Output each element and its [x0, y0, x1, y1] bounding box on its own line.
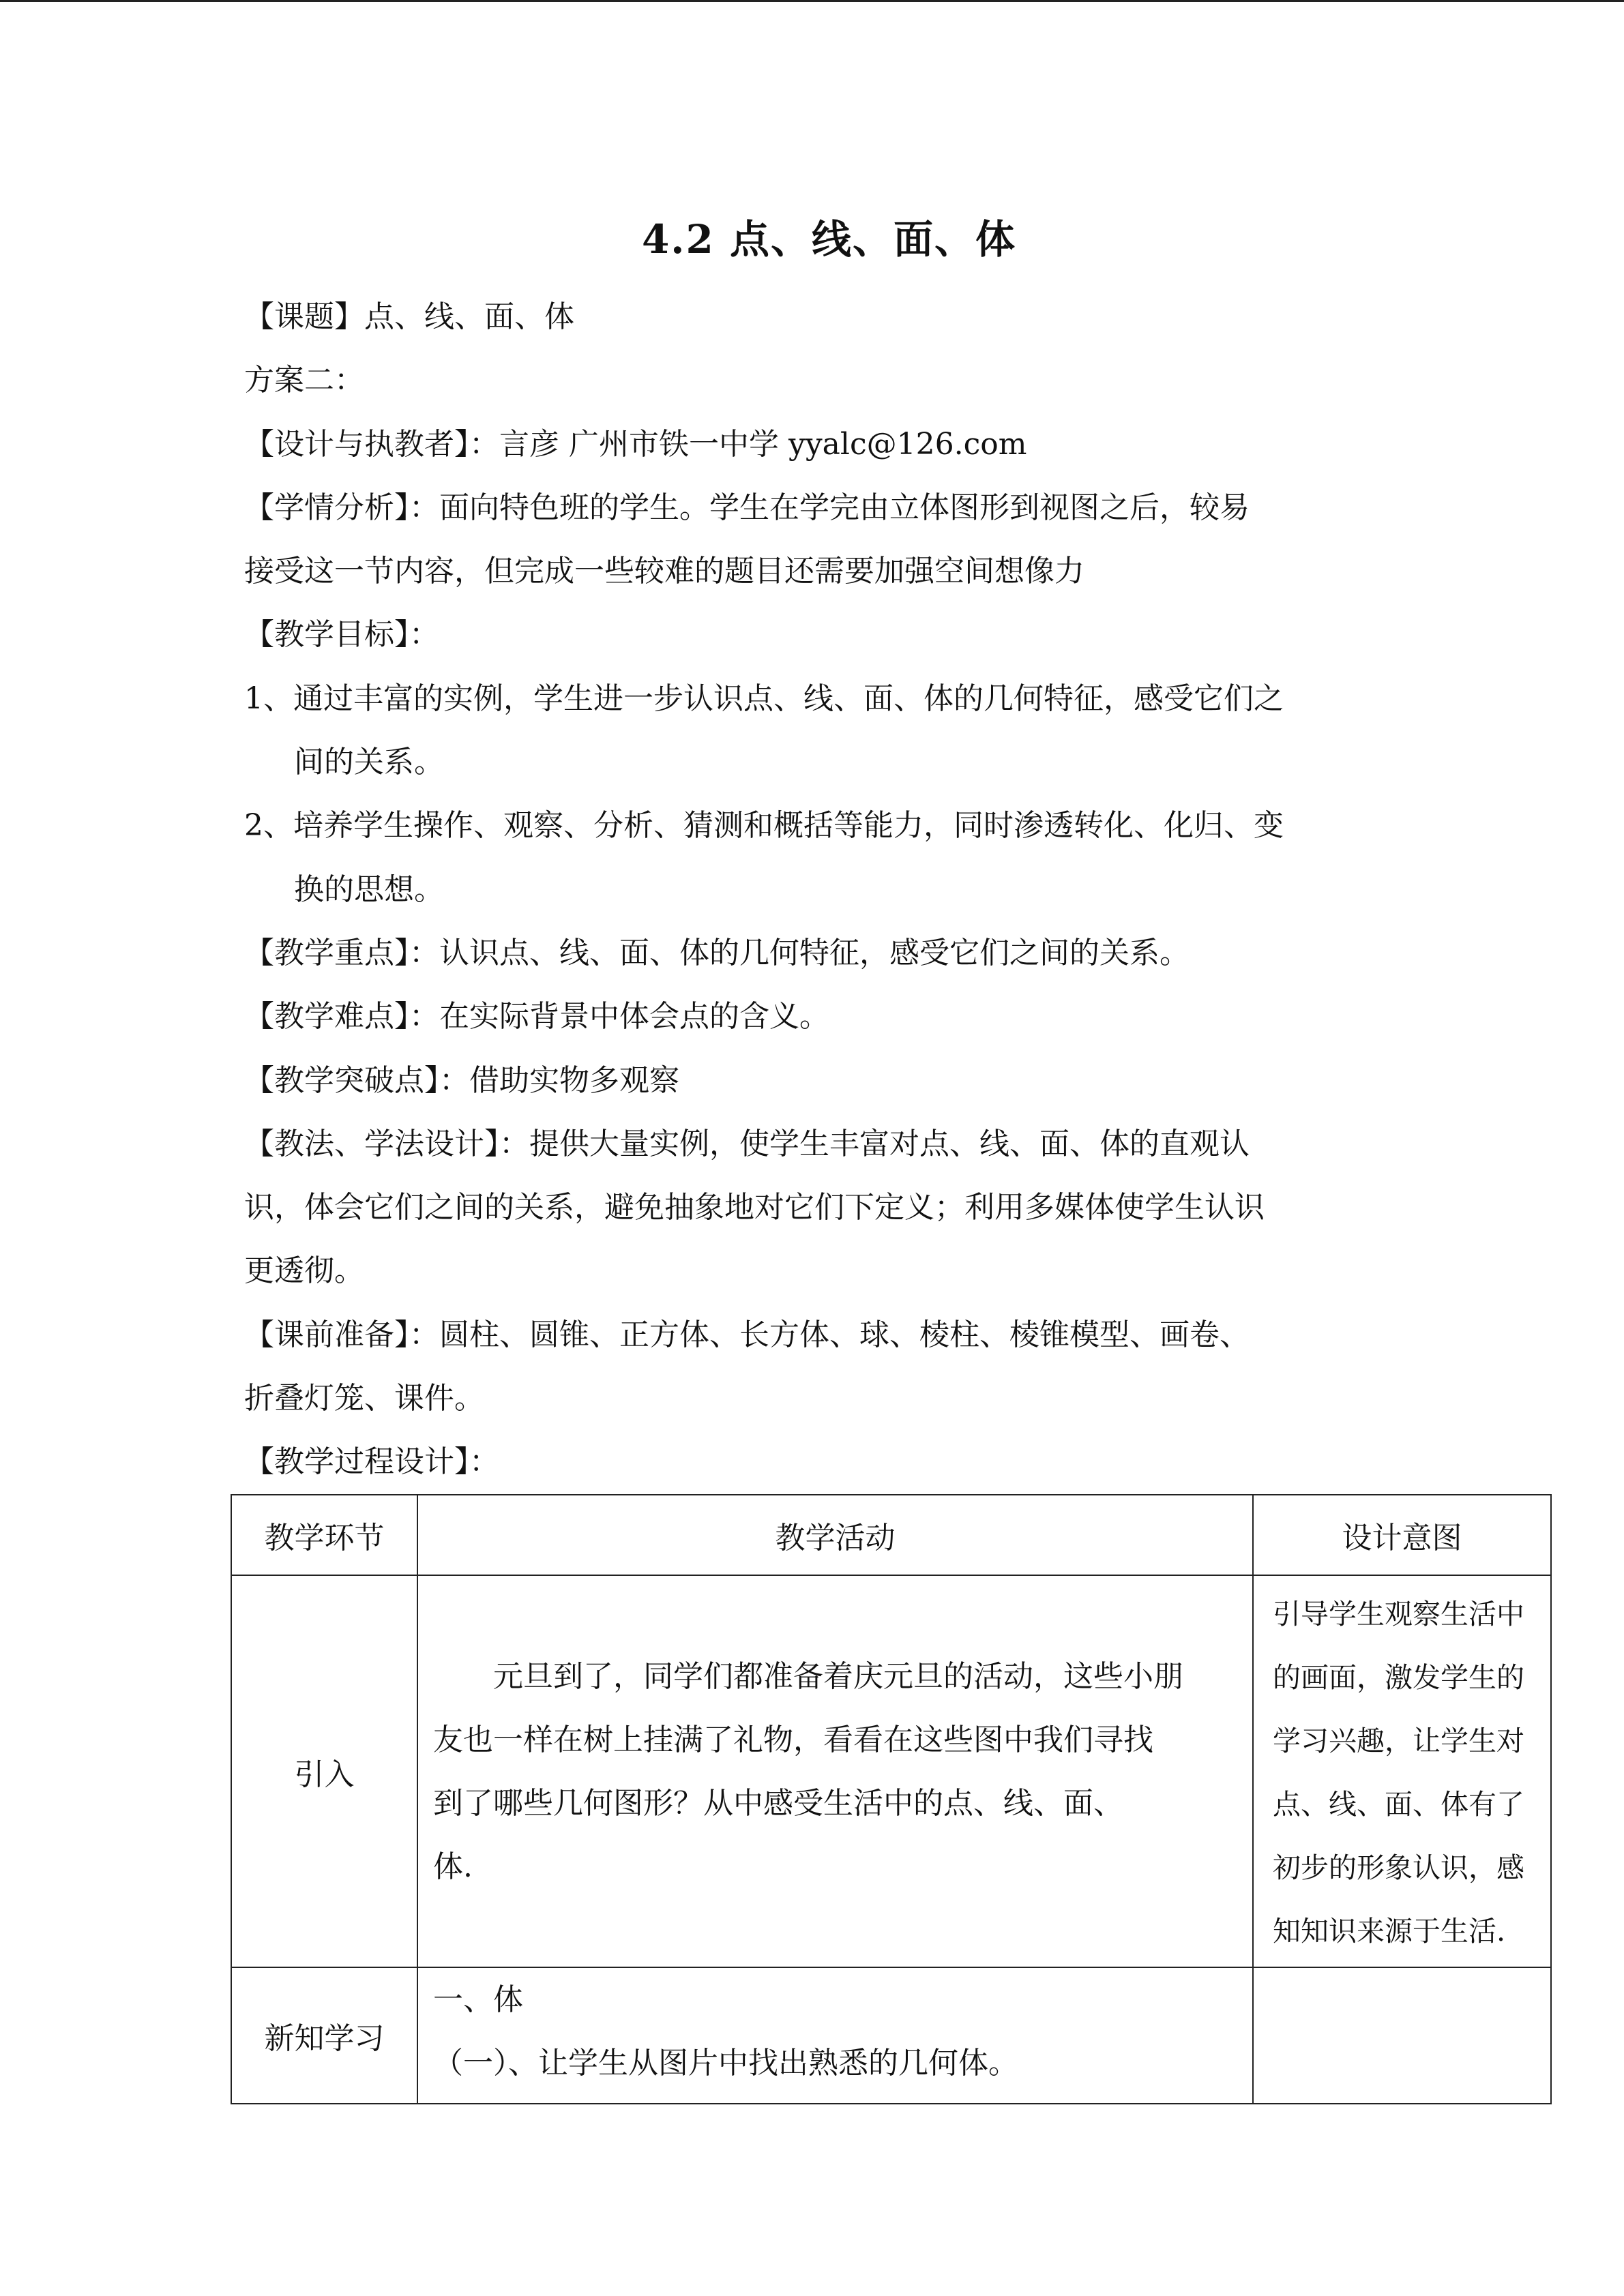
- breakthrough-line: 【教学突破点】：借助实物多观察: [244, 1062, 679, 1098]
- header-stage: 教学环节: [231, 1495, 417, 1575]
- objective-1-line-1: 1、通过丰富的实例，学生进一步认识点、线、面、体的几何特征，感受它们之: [244, 681, 1284, 716]
- activity-line: （一）、让学生从图片中找出熟悉的几何体。: [433, 2046, 1018, 2081]
- objective-1-line-2: 间的关系。: [294, 745, 444, 780]
- method-line-1: 【教法、学法设计】：提供大量实例，使学生丰富对点、线、面、体的直观认: [244, 1126, 1250, 1161]
- activity-line: 元旦到了，同学们都准备着庆元旦的活动，这些小朋: [493, 1658, 1183, 1694]
- activity-line: 体.: [433, 1849, 473, 1884]
- student-analysis-line-1: 【学情分析】：面向特色班的学生。学生在学完由立体图形到视图之后，较易: [244, 490, 1250, 525]
- preparation-line-1: 【课前准备】：圆柱、圆锥、正方体、长方体、球、棱柱、棱锥模型、画卷、: [244, 1317, 1250, 1352]
- objective-2-line-2: 换的思想。: [294, 871, 444, 907]
- activity-cell: [417, 1967, 1253, 2104]
- intent-cell: [1253, 1967, 1551, 2104]
- intent-line: 初步的形象认识，感: [1273, 1851, 1524, 1884]
- difficulty-line: 【教学难点】：在实际背景中体会点的含义。: [244, 999, 829, 1034]
- teaching-process-table: [231, 1494, 1552, 2104]
- plan-label: 方案二：: [244, 363, 364, 398]
- table-header-row: [231, 1495, 1551, 1575]
- objectives-heading: 【教学目标】：: [244, 617, 439, 653]
- stage-cell: 引入: [231, 1575, 417, 1967]
- key-point-line: 【教学重点】：认识点、线、面、体的几何特征，感受它们之间的关系。: [244, 935, 1190, 970]
- page-top-border: [0, 0, 1624, 2]
- stage-cell: 新知学习: [231, 1967, 417, 2104]
- activity-line: 一、体: [433, 1982, 523, 2017]
- preparation-line-2: 折叠灯笼、课件。: [244, 1381, 484, 1416]
- activity-line: 到了哪些几何图形？从中感受生活中的点、线、面、: [433, 1785, 1123, 1821]
- process-heading: 【教学过程设计】：: [244, 1444, 499, 1480]
- header-activity: 教学活动: [417, 1495, 1253, 1575]
- method-line-3: 更透彻。: [244, 1253, 364, 1289]
- method-line-2: 识，体会它们之间的关系，避免抽象地对它们下定义；利用多媒体使学生认识: [244, 1190, 1265, 1225]
- intent-line: 知知识来源于生活.: [1273, 1915, 1506, 1948]
- table-row: [231, 1967, 1551, 2104]
- intent-line: 的画面，激发学生的: [1273, 1661, 1524, 1694]
- objective-2-line-1: 2、培养学生操作、观察、分析、猜测和概括等能力，同时渗透转化、化归、变: [244, 808, 1284, 844]
- topic-line: 【课题】点、线、面、体: [244, 299, 574, 334]
- intent-line: 引导学生观察生活中: [1273, 1598, 1524, 1630]
- intent-line: 点、线、面、体有了: [1273, 1788, 1524, 1821]
- header-intent: 设计意图: [1253, 1495, 1551, 1575]
- intent-line: 学习兴趣，让学生对: [1273, 1725, 1524, 1757]
- table-row: [231, 1575, 1551, 1967]
- activity-cell: [417, 1575, 1253, 1967]
- lesson-plan-body: [244, 285, 1376, 1494]
- document-title: 4.2 点、线、面、体: [641, 216, 1017, 263]
- designer-line: 【设计与执教者】：言彦 广州市铁一中学 yyalc@126.com: [244, 426, 1027, 462]
- intent-cell: [1253, 1575, 1551, 1967]
- activity-line: 友也一样在树上挂满了礼物，看看在这些图中我们寻找: [433, 1722, 1153, 1757]
- student-analysis-line-2: 接受这一节内容，但完成一些较难的题目还需要加强空间想像力: [244, 554, 1084, 589]
